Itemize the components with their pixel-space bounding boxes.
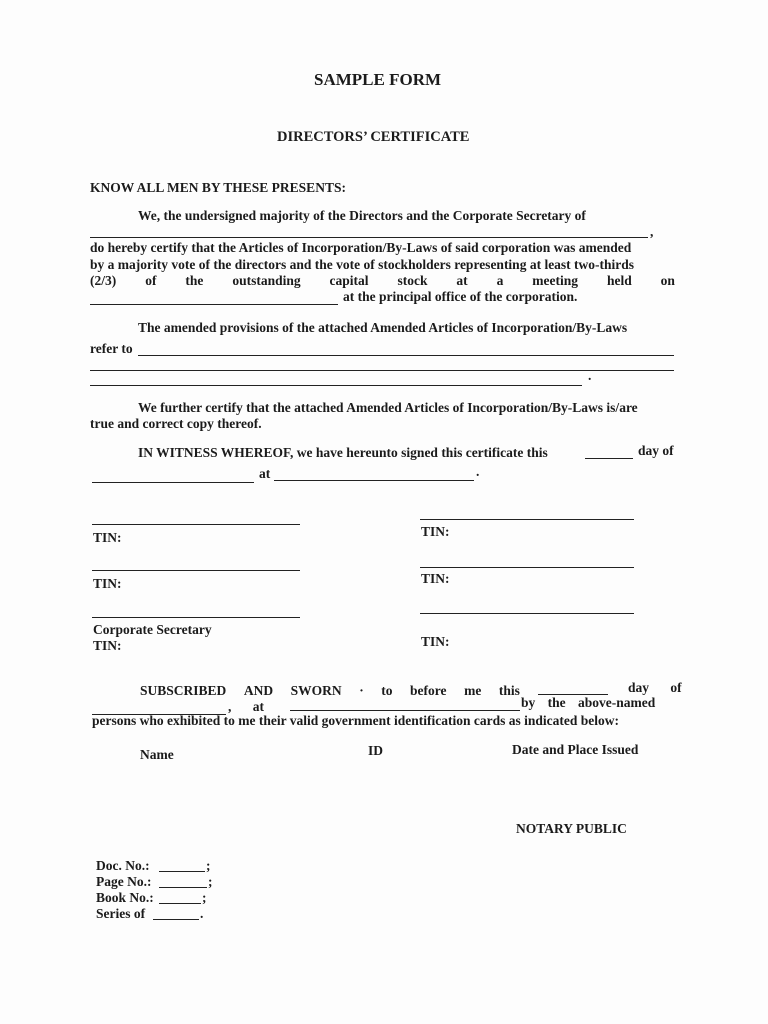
id-table-header: Name [140,747,174,762]
para1-word: (2/3) [90,273,117,288]
meeting-date-blank[interactable] [90,304,338,305]
witness-line1: IN WITNESS WHEREOF, we have hereunto signed this certificate this [138,445,548,460]
doc-no-blank[interactable] [159,871,205,872]
para1-line3: by a majority vote of the directors and the vote of stockholders representing at least two-thirds [90,257,635,272]
para2-refer-to: refer to [90,341,133,356]
know-all-men-heading: KNOW ALL MEN BY THESE PRESENTS: [90,180,346,195]
notary-public-label: NOTARY PUBLIC [516,821,627,836]
amended-provisions-blank-1[interactable] [138,355,674,356]
jurat-word: SUBSCRIBED [140,683,227,698]
para1-word: at [456,273,468,288]
witness-day-blank[interactable] [585,458,633,459]
signature-line[interactable] [92,524,300,525]
amended-provisions-blank-3[interactable] [90,385,582,386]
signature-line[interactable] [92,570,300,571]
jurat-word: · [359,683,364,698]
para1-word: held [606,273,632,288]
doc-no-label: Doc. No.: [96,858,150,873]
book-no-label: Book No.: [96,890,154,905]
tin-label: TIN: [93,576,122,591]
witness-month-blank[interactable] [92,482,254,483]
page-no-label: Page No.: [96,874,152,889]
book-no-end: ; [202,890,207,905]
signature-line[interactable] [420,519,634,520]
tin-label: TIN: [93,638,122,653]
amended-provisions-blank-2[interactable] [90,370,674,371]
tin-label: TIN: [421,524,450,539]
para3-line2: true and correct copy thereof. [90,416,262,431]
jurat-line1 [140,683,520,699]
para1-line1: We, the undersigned majority of the Directors and the Corporate Secretary of [138,208,586,223]
para1-line4 [90,273,675,289]
para1-word: a [496,273,504,288]
series-of-blank[interactable] [153,919,199,920]
tin-label: TIN: [421,634,450,649]
jurat-day-of: day of [628,680,682,695]
id-table-header: Date and Place Issued [512,742,639,757]
witness-place-blank[interactable] [274,480,474,481]
book-no-blank[interactable] [159,903,201,904]
corporation-name-blank[interactable] [90,237,648,238]
witness-at: at [259,466,271,481]
para1-line2: do hereby certify that the Articles of Incorporation/By-Laws of said corporation was amended [90,240,632,255]
document-subtitle: DIRECTORS’ CERTIFICATE [277,129,470,145]
para1-line5: at the principal office of the corporation. [343,289,578,304]
para2-end-period: . [588,368,592,383]
signature-line[interactable] [420,567,634,568]
tin-label: TIN: [93,530,122,545]
jurat-word: AND [243,683,274,698]
para2-line1: The amended provisions of the attached Amended Articles of Incorporation/By-Laws [138,320,628,335]
tin-label: TIN: [421,571,450,586]
witness-day-of: day of [638,443,674,458]
doc-no-end: ; [206,858,211,873]
series-of-end: . [200,906,204,921]
jurat-word: this [498,683,520,698]
jurat-word: me [464,683,482,698]
form-title: SAMPLE FORM [314,70,442,89]
signature-line[interactable] [92,617,300,618]
jurat-by-named: by the above-named [521,695,656,710]
page-no-blank[interactable] [159,887,207,888]
para1-word: outstanding [232,273,301,288]
para3-line1: We further certify that the attached Amended Articles of Incorporation/By-Laws is/are [138,400,638,415]
para1-word: on [660,273,675,288]
jurat-word: SWORN [290,683,342,698]
para1-word: of [145,273,157,288]
page-no-end: ; [208,874,213,889]
jurat-place-blank[interactable] [290,710,520,711]
corporate-secretary-label: Corporate Secretary [93,622,212,637]
jurat-word: to [381,683,393,698]
jurat-word: before [410,683,447,698]
jurat-line3: persons who exhibited to me their valid government identification cards as indicated below: [92,713,619,728]
para1-word: capital [329,273,369,288]
witness-end-period: . [476,464,480,479]
jurat-comma-at: , at [228,699,264,714]
para1-word: the [185,273,204,288]
para1-line1-comma: , [650,224,654,239]
para1-word: stock [397,273,428,288]
signature-line[interactable] [420,613,634,614]
para1-word: meeting [532,273,579,288]
id-table-header: ID [368,743,384,758]
series-of-label: Series of [96,906,146,921]
